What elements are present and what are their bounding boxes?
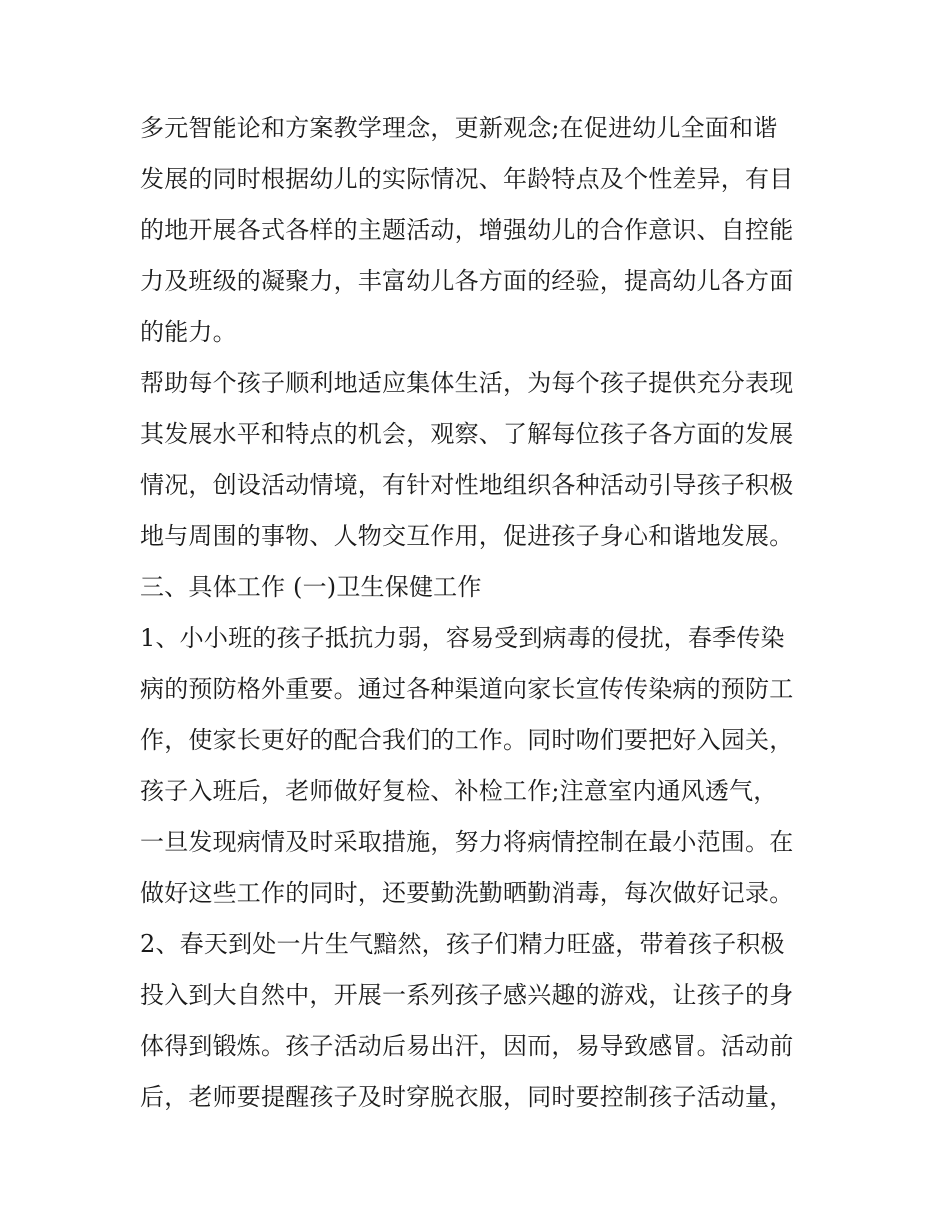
text-line: 投入到大自然中，开展一系列孩子感兴趣的游戏，让孩子的身	[140, 981, 794, 1009]
text-line: 一旦发现病情及时采取措施，努力将病情控制在最小范围。在	[140, 828, 794, 856]
text-line: 病的预防格外重要。通过各种渠道向家长宣传传染病的预防工	[140, 675, 794, 703]
section-heading: 三、具体工作 (一)卫生保健工作	[140, 573, 482, 601]
text-line: 帮助每个孩子顺利地适应集体生活，为每个孩子提供充分表现	[140, 369, 794, 397]
text-line: 做好这些工作的同时，还要勤洗勤晒勤消毒，每次做好记录。	[140, 879, 794, 907]
text-line: 其发展水平和特点的机会，观察、了解每位孩子各方面的发展	[140, 420, 794, 448]
text-line: 力及班级的凝聚力，丰富幼儿各方面的经验，提高幼儿各方面	[140, 267, 794, 295]
text-line: 发展的同时根据幼儿的实际情况、年龄特点及个性差异，有目	[140, 165, 794, 193]
text-line: 后，老师要提醒孩子及时穿脱衣服，同时要控制孩子活动量，	[140, 1083, 794, 1111]
text-line: 情况，创设活动情境，有针对性地组织各种活动引导孩子积极	[140, 471, 794, 499]
text-line: 的能力。	[140, 318, 237, 346]
text-line: 体得到锻炼。孩子活动后易出汗，因而，易导致感冒。活动前	[140, 1032, 794, 1060]
text-line: 1、小小班的孩子抵抗力弱，容易受到病毒的侵扰，春季传染	[140, 624, 785, 652]
text-line: 的地开展各式各样的主题活动，增强幼儿的合作意识、自控能	[140, 216, 794, 244]
text-line: 地与周围的事物、人物交互作用，促进孩子身心和谐地发展。	[140, 522, 794, 550]
text-line: 2、春天到处一片生气黯然，孩子们精力旺盛，带着孩子积极	[140, 930, 785, 958]
text-line: 作，使家长更好的配合我们的工作。同时吻们要把好入园关，	[140, 726, 794, 754]
text-line: 孩子入班后，老师做好复检、补检工作;注意室内通风透气，	[140, 777, 778, 805]
text-line: 多元智能论和方案教学理念，更新观念;在促进幼儿全面和谐	[140, 114, 778, 142]
